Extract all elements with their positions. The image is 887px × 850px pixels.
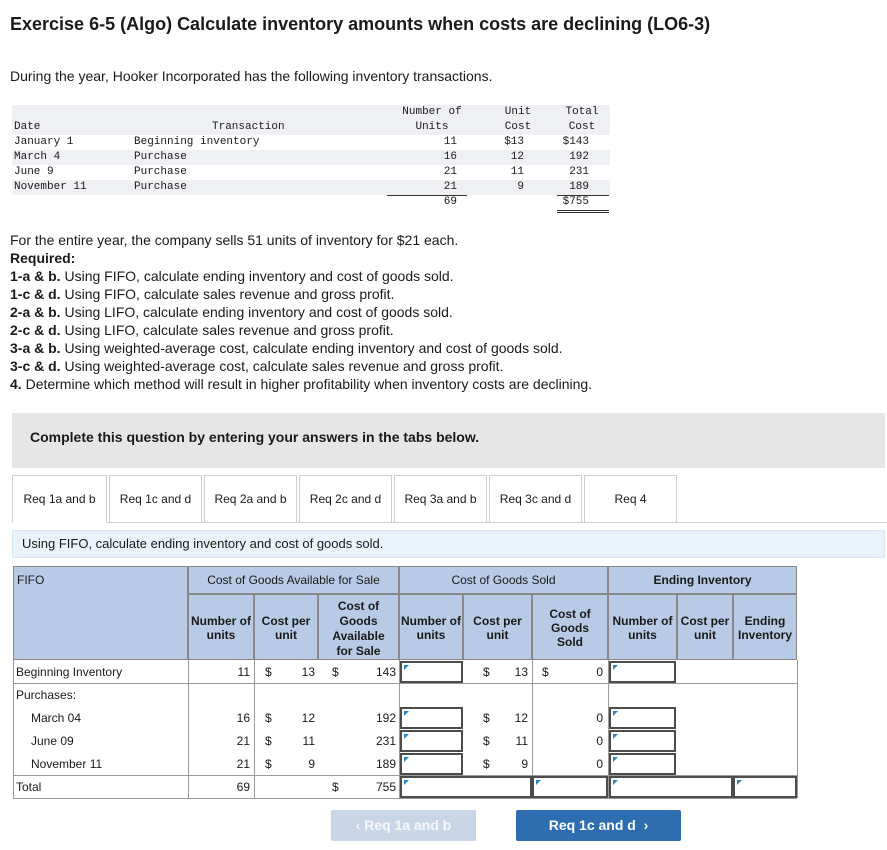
header-date: Date [14,121,41,133]
sold-total-march: 0 [596,711,603,725]
col-number-units-sold: Number of units [399,594,463,660]
col-number-units: Number of units [188,594,254,660]
row-transaction: Beginning inventory [134,136,260,148]
requirement-text: Using weighted-average cost, calculate ending inventory and cost of goods sold. [60,340,563,356]
cost-june: 11 [302,734,315,748]
tab-req-4[interactable]: Req 4 [584,475,677,522]
row-transaction: Purchase [134,181,187,193]
tab-req-1c-d[interactable]: Req 1c and d [109,475,202,522]
sales-text: For the entire year, the company sells 51 units of inventory for $21 each. [10,232,459,248]
tab-bar [12,475,887,523]
requirement-label: 4. [10,376,22,392]
dollar-sign: $ [483,665,490,679]
row-date: November 11 [14,181,87,193]
requirement-item [10,375,592,393]
units-june: 21 [236,734,250,748]
header-total-1: Total [565,106,599,118]
sold-units-input-total[interactable] [400,776,532,798]
units-march: 16 [236,711,250,725]
divider [797,660,798,798]
row-cost: $13 [504,136,524,148]
cost-november: 9 [308,757,315,771]
edit-marker-icon [536,780,541,785]
tab-underline [107,522,887,523]
dollar-sign: $ [265,734,272,748]
col-cost-per-unit-sold: Cost per unit [463,594,532,660]
tab-req-1a-b[interactable]: Req 1a and b [12,475,107,523]
page-title: Exercise 6-5 (Algo) Calculate inventory amounts when costs are declining (LO6-3) [10,14,711,34]
row-label-november: November 11 [31,757,103,771]
dollar-sign: $ [483,734,490,748]
instruction-bar [12,530,885,558]
dollar-sign: $ [483,757,490,771]
row-total: 189 [569,181,589,193]
dollar-sign: $ [265,711,272,725]
row-units: 11 [443,136,457,148]
requirement-item [10,357,592,375]
problem-text [10,231,592,393]
requirement-text: Using weighted-average cost, calculate sales revenue and gross profit. [60,358,504,374]
requirement-item [10,267,592,285]
table-row [12,150,610,165]
row-units: 16 [443,151,457,163]
sold-cost-march: 12 [514,711,528,725]
divider [13,660,14,798]
intro-text: During the year, Hooker Incorporated has the following inventory transactions. [10,68,493,84]
dollar-sign: $ [483,711,490,725]
edit-marker-icon [404,665,409,670]
total-units: 69 [443,196,457,208]
next-button-label: Req 1c and d [548,817,636,833]
group-ending: Ending Inventory [608,566,797,594]
table-totals-row [12,195,610,210]
divider [13,683,797,684]
header-cost-2: Cost [504,121,532,133]
row-label-purchases: Purchases: [16,688,77,702]
fifo-method-label: FIFO [17,573,45,587]
col-cost-per-unit: Cost per unit [254,594,318,660]
edit-marker-icon [613,734,618,739]
sold-cost-november: 9 [521,757,528,771]
complete-text: Complete this question by entering your answers in the tabs below. [30,429,480,445]
tab-req-2c-d[interactable]: Req 2c and d [299,475,392,522]
row-date: June 9 [14,166,54,178]
ending-units-input-total[interactable] [609,776,733,798]
chevron-right-icon: › [635,817,649,833]
row-transaction: Purchase [134,151,187,163]
requirement-item [10,285,592,303]
requirement-label: 1-c & d. [10,286,61,302]
inventory-table [12,105,610,210]
inventory-table-header [12,105,610,135]
dollar-sign: $ [265,757,272,771]
complete-banner [12,413,885,468]
divider [188,660,189,798]
header-total-2: Cost [568,121,596,133]
edit-marker-icon [404,757,409,762]
sold-cost-beginning: 13 [514,665,528,679]
header-units-1: Number of [402,106,462,118]
row-units: 21 [443,166,457,178]
edit-marker-icon [613,757,618,762]
cost-march: 12 [301,711,315,725]
group-available: Cost of Goods Available for Sale [188,566,399,594]
next-button[interactable] [516,810,681,841]
requirement-label: 3-a & b. [10,340,61,356]
sold-cost-june: 11 [515,734,528,748]
header-transaction: Transaction [212,121,285,133]
col-cost-per-unit-end: Cost per unit [677,594,733,660]
row-cost: 11 [510,166,524,178]
fifo-header-cell [13,566,188,660]
ending-units-input-beginning[interactable] [609,661,676,683]
available-june: 231 [375,734,396,748]
edit-marker-icon [613,711,618,716]
col-cost-sold: Cost of Goods Sold [532,594,608,660]
requirement-label: 3-c & d. [10,358,61,374]
requirement-item [10,339,592,357]
edit-marker-icon [404,734,409,739]
requirement-label: 2-c & d. [10,322,61,338]
divider [557,212,609,213]
requirement-item [10,303,592,321]
requirement-label: 1-a & b. [10,268,61,284]
edit-marker-icon [404,780,409,785]
available-beginning: 143 [375,665,396,679]
requirement-text: Using LIFO, calculate ending inventory and cost of goods sold. [60,304,453,320]
required-label: Required: [10,250,76,266]
edit-marker-icon [613,665,618,670]
row-label-march: March 04 [31,711,82,725]
requirement-item [10,321,592,339]
ending-inventory-input-total[interactable] [733,776,797,798]
row-label-total: Total [16,780,42,794]
requirement-label: 2-a & b. [10,304,61,320]
requirement-text: Determine which method will result in higher profitability when inventory costs are declining. [21,376,593,392]
dollar-sign: $ [542,665,549,679]
ending-units-input-november[interactable] [609,753,676,775]
row-total: 192 [569,151,589,163]
sold-total-beginning: 0 [596,665,603,679]
edit-marker-icon [404,711,409,716]
table-row [12,135,610,150]
total-cost: $755 [562,196,589,208]
units-total: 69 [236,780,250,794]
available-total: 755 [375,780,396,794]
col-ending-inventory: Ending Inventory [733,594,797,660]
fifo-table [13,566,797,798]
row-date: January 1 [14,136,74,148]
header-units-2: Units [415,121,449,133]
tab-req-2a-b[interactable]: Req 2a and b [204,475,297,522]
sold-units-input-beginning[interactable] [400,661,463,683]
prev-button-label: Req 1a and b [364,817,452,833]
sold-total-june: 0 [596,734,603,748]
row-cost: 9 [517,181,524,193]
table-row [12,180,610,195]
dollar-sign: $ [332,780,339,794]
requirement-text: Using FIFO, calculate sales revenue and gross profit. [60,286,395,302]
divider [557,210,609,211]
sold-total-input[interactable] [532,776,608,798]
chevron-left-icon: ‹ [355,817,365,833]
requirement-text: Using LIFO, calculate sales revenue and gross profit. [60,322,394,338]
prev-button[interactable] [331,810,476,841]
row-total: $143 [562,136,589,148]
sold-total-november: 0 [596,757,603,771]
edit-marker-icon [613,780,618,785]
row-transaction: Purchase [134,166,187,178]
row-units: 21 [443,181,457,193]
row-total: 231 [569,166,589,178]
dollar-sign: $ [332,665,339,679]
sold-units-input-november[interactable] [400,753,463,775]
row-cost: 12 [510,151,524,163]
units-november: 21 [236,757,250,771]
sold-units-input-march[interactable] [400,707,463,729]
divider [254,660,255,798]
available-march: 192 [375,711,396,725]
tab-req-3a-b[interactable]: Req 3a and b [394,475,487,522]
col-number-units-end: Number of units [608,594,677,660]
units-beginning: 11 [237,665,250,679]
row-date: March 4 [14,151,61,163]
table-row [12,165,610,180]
header-cost-1: Unit [504,106,532,118]
ending-units-input-march[interactable] [609,707,676,729]
tab-req-3c-d[interactable]: Req 3c and d [489,475,582,522]
row-label-beginning: Beginning Inventory [16,665,123,679]
sold-units-input-june[interactable] [400,730,463,752]
group-sold: Cost of Goods Sold [399,566,608,594]
requirement-text: Using FIFO, calculate ending inventory and cost of goods sold. [60,268,454,284]
ending-units-input-june[interactable] [609,730,676,752]
instruction-text: Using FIFO, calculate ending inventory and cost of goods sold. [22,536,384,551]
divider [13,798,797,799]
dollar-sign: $ [265,665,272,679]
cost-beginning: 13 [301,665,315,679]
available-november: 189 [375,757,396,771]
col-cost-available: Cost of Goods Available for Sale [318,594,399,660]
edit-marker-icon [737,780,742,785]
row-label-june: June 09 [31,734,74,748]
